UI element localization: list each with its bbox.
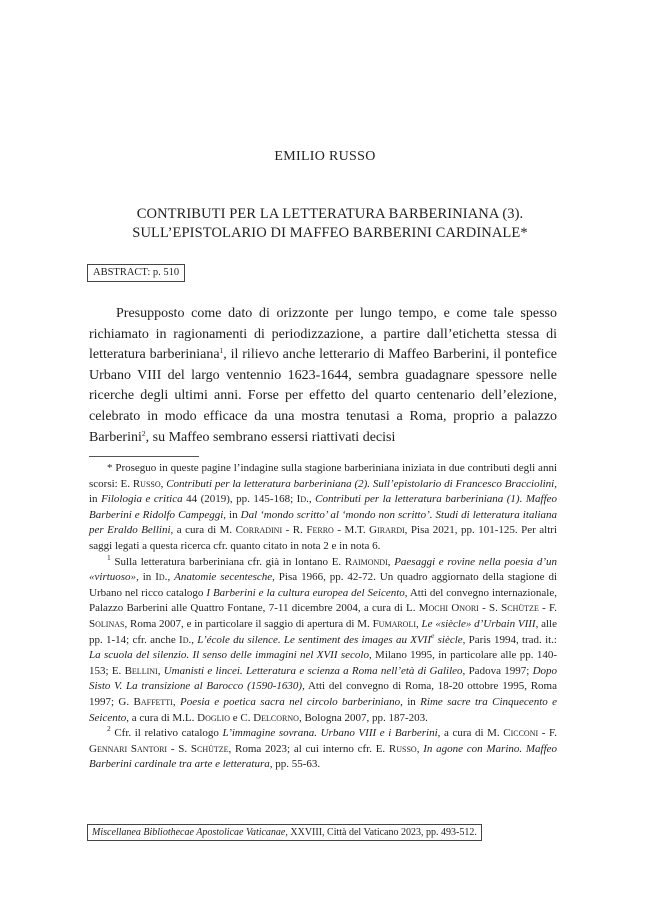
article-title bbox=[60, 205, 600, 243]
title-line-1: CONTRIBUTI PER LA LETTERATURA BARBERINIANA (3). bbox=[136, 206, 524, 222]
note-text: , Bologna 2007, pp. 187-203. bbox=[298, 711, 428, 724]
note-author: Baffetti bbox=[133, 695, 173, 708]
footnote-1 bbox=[89, 552, 558, 727]
title-line-2: SULL’EPISTOLARIO DI MAFFEO BARBERINI CARDINALE* bbox=[132, 225, 528, 241]
note-work-title: Anatomie secentesche bbox=[174, 571, 273, 584]
note-text: , pp. 55-63. bbox=[269, 758, 321, 771]
note-text: , bbox=[308, 493, 316, 506]
note-work-title: Contributi per la letteratura barberiniana (1). Maffeo Barberini e Ridolfo Campeggi bbox=[89, 493, 558, 521]
body-text-3: , su Maffeo sembrano essersi riattivati decisi bbox=[145, 429, 396, 445]
note-text: e C. bbox=[229, 711, 254, 724]
note-title-part: L’école du silence. Le sentiment des images au XVII bbox=[197, 633, 431, 646]
note-text: , Milano 1995, in particolare alle pp. 140-153; E. bbox=[89, 649, 557, 677]
note-work-title: Dopo Sisto V. La transizione al Barocco (1590-1630) bbox=[89, 664, 558, 693]
footnotes bbox=[89, 461, 557, 773]
note-author: Cicconi bbox=[503, 727, 539, 740]
body-text-1: Presupposto come dato di orizzonte per lungo tempo, e come tale spesso richiamato in ragionamenti di periodizzazione, a partire dall’etichetta stessa di letteratura barberiniana bbox=[89, 306, 557, 363]
note-author: Raimondi bbox=[344, 555, 388, 568]
journal-citation bbox=[87, 824, 482, 841]
note-work-title: Umanisti e lincei. Letteratura e scienza a Roma nell’età di Galileo bbox=[163, 664, 463, 677]
footnote-marker-2[interactable]: 2 bbox=[141, 428, 146, 438]
note-title-sup: e bbox=[431, 630, 435, 640]
note-text: , in bbox=[223, 508, 241, 521]
note-text: , alle pp. 1-14; cfr. anche bbox=[89, 617, 557, 646]
note-text: 44 (2019), pp. 145-168; bbox=[182, 493, 297, 506]
note-author: Mochi Onori bbox=[418, 602, 479, 615]
journal-name: Miscellanea Bibliothecae Apostolicae Vaticanae bbox=[92, 827, 286, 838]
note-text: - F. bbox=[538, 727, 557, 740]
note-text: , Pisa 1966, pp. 42-72. Un quadro aggiornato della stagione di Urbano nel ricco catalogo bbox=[89, 571, 558, 599]
note-author: Schütze bbox=[190, 742, 229, 755]
note-work-title bbox=[197, 630, 463, 646]
note-author: Russo bbox=[132, 477, 161, 490]
note-author: Corradini bbox=[235, 524, 283, 537]
note-author: Id. bbox=[179, 633, 192, 646]
note-text: , Roma 2023; al cui interno cfr. E. bbox=[228, 742, 389, 755]
note-author: Delcorno bbox=[253, 711, 299, 724]
note-work-title: I Barberini e la cultura europea del Seicento bbox=[206, 586, 405, 599]
note-author: Ferro bbox=[306, 524, 334, 537]
note-author: Solinas bbox=[89, 617, 125, 630]
note-author: Schütze bbox=[501, 602, 539, 615]
note-work-title: La scuola del silenzio. Il senso delle immagini nel XVII secolo bbox=[89, 649, 369, 662]
note-text: - M.T. bbox=[333, 524, 370, 537]
note-text: - S. bbox=[167, 742, 191, 755]
note-work-title: L’immagine sovrana. Urbano VIII e i Barberini bbox=[222, 727, 438, 740]
author-name: EMILIO RUSSO bbox=[274, 149, 376, 164]
footnote-star bbox=[89, 461, 557, 555]
journal-details: , XXVIII, Città del Vaticano 2023, pp. 493-512. bbox=[285, 827, 477, 838]
note-work-title: Filologia e critica bbox=[101, 493, 183, 506]
note-text: , Paris 1994, trad. it.: bbox=[462, 633, 557, 646]
note-work-title: Paesaggi e rovine nella poesia d’un «virtuoso» bbox=[89, 555, 557, 584]
note-work-title: Contributi per la letteratura barberiniana (2). Sull’epistolario di Francesco Bracciolini bbox=[166, 477, 555, 490]
note-text: , in bbox=[136, 571, 156, 584]
note-text: , Padova 1997; bbox=[462, 664, 533, 677]
footnote-number: 1 bbox=[107, 552, 111, 562]
note-author: Id. bbox=[155, 571, 168, 584]
note-text: - R. bbox=[282, 524, 307, 537]
footnote-separator bbox=[89, 456, 199, 457]
note-author: Bellini bbox=[124, 664, 158, 677]
note-work-title: Le «siècle» d’Urbain VIII bbox=[421, 617, 536, 630]
note-text: , Atti del convegno di Roma, 18-20 ottobre 1995, Roma 1997; G. bbox=[89, 680, 557, 708]
note-text: , in bbox=[400, 695, 421, 708]
note-author: Id. bbox=[296, 493, 309, 506]
note-text: , Atti del convegno internazionale, Palazzo Barberini alle Quattro Fontane, 7-11 dicembre 2004, a cura di L. bbox=[89, 586, 557, 615]
note-text: , Pisa 2021, pp. 101-125. Per altri saggi legati a questa ricerca cfr. quanto citato in nota 2 e in nota 6. bbox=[89, 524, 557, 552]
note-work-title: Poesia e poetica sacra nel circolo barberiniano bbox=[179, 695, 401, 708]
note-author: Fumaroli bbox=[372, 617, 417, 630]
footnote-number: 2 bbox=[107, 724, 111, 734]
note-text: , bbox=[416, 742, 424, 755]
note-author: Girardi bbox=[369, 524, 405, 537]
note-text: Cfr. il relativo catalogo bbox=[110, 727, 223, 740]
body-paragraph bbox=[89, 304, 557, 448]
note-work-title: Dal ‘mondo scritto’ al ‘mondo non scritto’. Studi di letteratura italiana per Eraldo Bellini bbox=[89, 508, 558, 537]
abstract-reference: ABSTRACT: p. 510 bbox=[87, 264, 185, 282]
note-text: , a cura di M. bbox=[170, 524, 236, 537]
note-work-title: Rime sacre tra Cinquecento e Seicento bbox=[89, 695, 558, 724]
note-text: , bbox=[160, 477, 167, 490]
footnote-marker-1[interactable]: 1 bbox=[219, 346, 224, 356]
note-text: , a cura di M.L. bbox=[126, 711, 198, 724]
note-text: , a cura di M. bbox=[437, 727, 504, 740]
note-text: , bbox=[191, 633, 198, 646]
note-text: Sulla letteratura barberiniana cfr. già in lontano E. bbox=[110, 555, 345, 568]
note-text: , in bbox=[89, 477, 557, 506]
note-author: Gennari Santori bbox=[89, 742, 168, 755]
note-author: Doglio bbox=[197, 711, 230, 724]
footnote-2 bbox=[89, 726, 557, 773]
note-text: , bbox=[416, 617, 422, 630]
note-text: , bbox=[172, 695, 180, 708]
note-text: * Proseguo in queste pagine l’indagine sulla stagione barberiniana iniziata in due contributi degli anni scorsi: E. bbox=[89, 462, 557, 490]
note-text: , bbox=[387, 555, 395, 568]
body-text-2: , il rilievo anche letterario di Maffeo Barberini, il pontefice Urbano VIII del largo ventennio 1623-1644, sembra guadagnare spessore nelle ricerche degli ultimi anni. Forse per effetto del quarto centenario dell’elezione, celebrato in modo efficace da una mostra tenutasi a Roma, proprio a palazzo Barberini bbox=[89, 347, 557, 445]
note-text: - F. bbox=[538, 602, 557, 615]
note-text: , Roma 2007, e in particolare il saggio di apertura di M. bbox=[124, 617, 373, 630]
note-work-title: In agone con Marino. Maffeo Barberini cardinale tra arte e letteratura bbox=[89, 742, 558, 771]
note-text: , bbox=[167, 571, 175, 584]
note-author: Russo bbox=[388, 742, 417, 755]
note-text: - S. bbox=[478, 602, 502, 615]
note-title-part: siècle bbox=[434, 633, 463, 646]
note-text: , bbox=[157, 664, 164, 677]
